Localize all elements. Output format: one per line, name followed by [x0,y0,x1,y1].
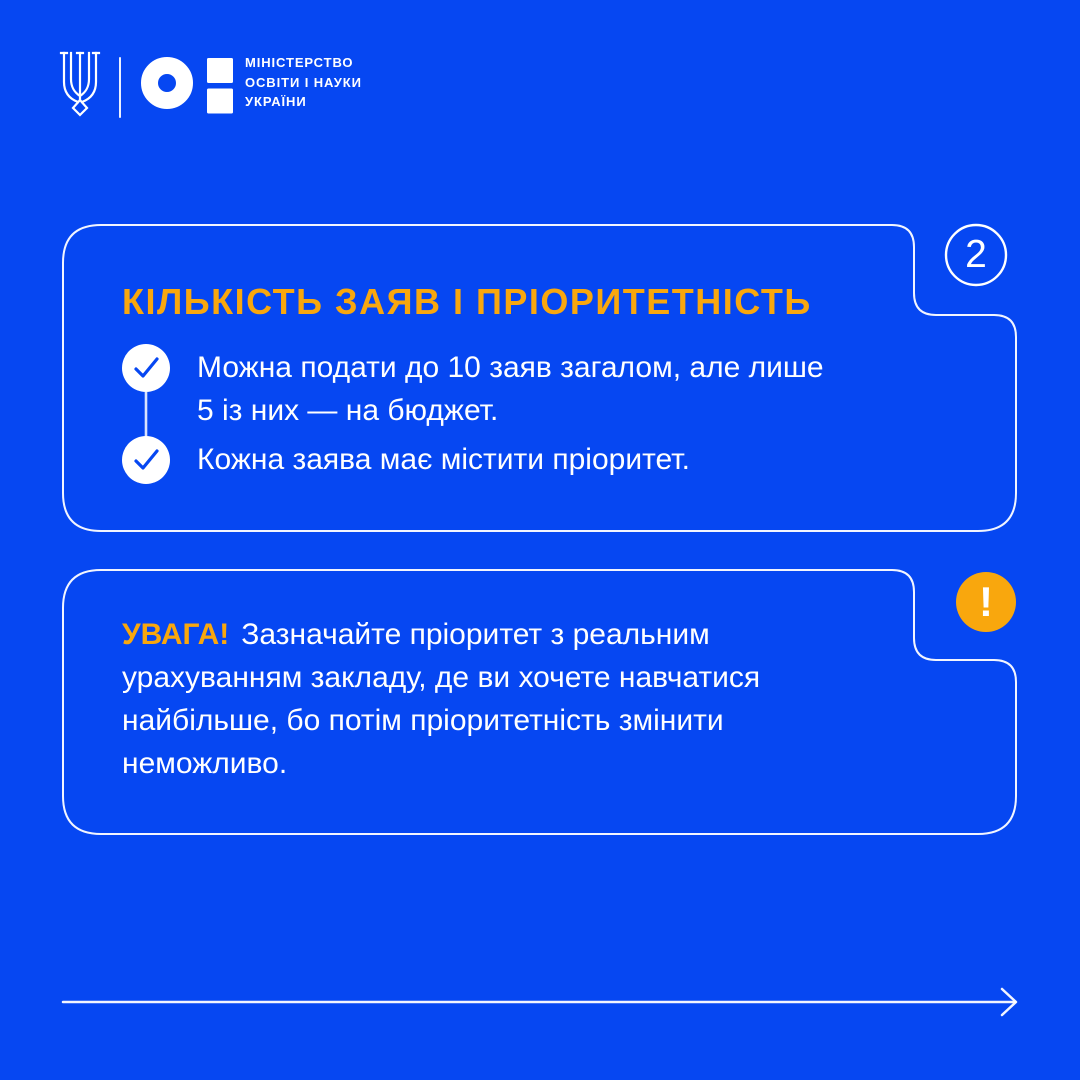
logo-divider [119,57,121,118]
checklist-item [197,438,690,481]
warning-text-segment: Зазначайте пріоритет з реальним [241,618,710,651]
next-arrow-icon [63,989,1016,1015]
exclamation-icon: ! [979,578,993,625]
warning-text [122,613,760,785]
ministry-name [245,53,362,112]
check-icon [122,436,170,484]
ministry-name-line: УКРАЇНИ [245,94,307,109]
checklist-item [197,346,824,432]
trident-icon [61,53,99,115]
ministry-name-line: МІНІСТЕРСТВО [245,55,354,70]
ministry-name-line: ОСВІТИ І НАУКИ [245,74,362,90]
warning-text-line: найбільше, бо потім пріоритетність змінити [122,704,724,737]
warning-text-line: неможливо. [122,747,288,780]
mon-logomark-icon [150,58,234,114]
checklist-item-line: Кожна заява має містити пріоритет. [197,443,690,476]
warning-text-line [122,613,760,656]
card-number-badge: 2 [965,233,987,276]
checklist-item-line: Можна подати до 10 заяв загалом, але лише [197,351,824,384]
checklist-item-line: 5 із них — на бюджет. [197,394,499,427]
warning-text-line: урахуванням закладу, де ви хочете навчатися [122,661,761,694]
warning-label: УВАГА! [122,618,230,651]
check-icon [122,344,170,392]
card-title: КІЛЬКІСТЬ ЗАЯВ І ПРІОРИТЕТНІСТЬ [122,281,812,322]
